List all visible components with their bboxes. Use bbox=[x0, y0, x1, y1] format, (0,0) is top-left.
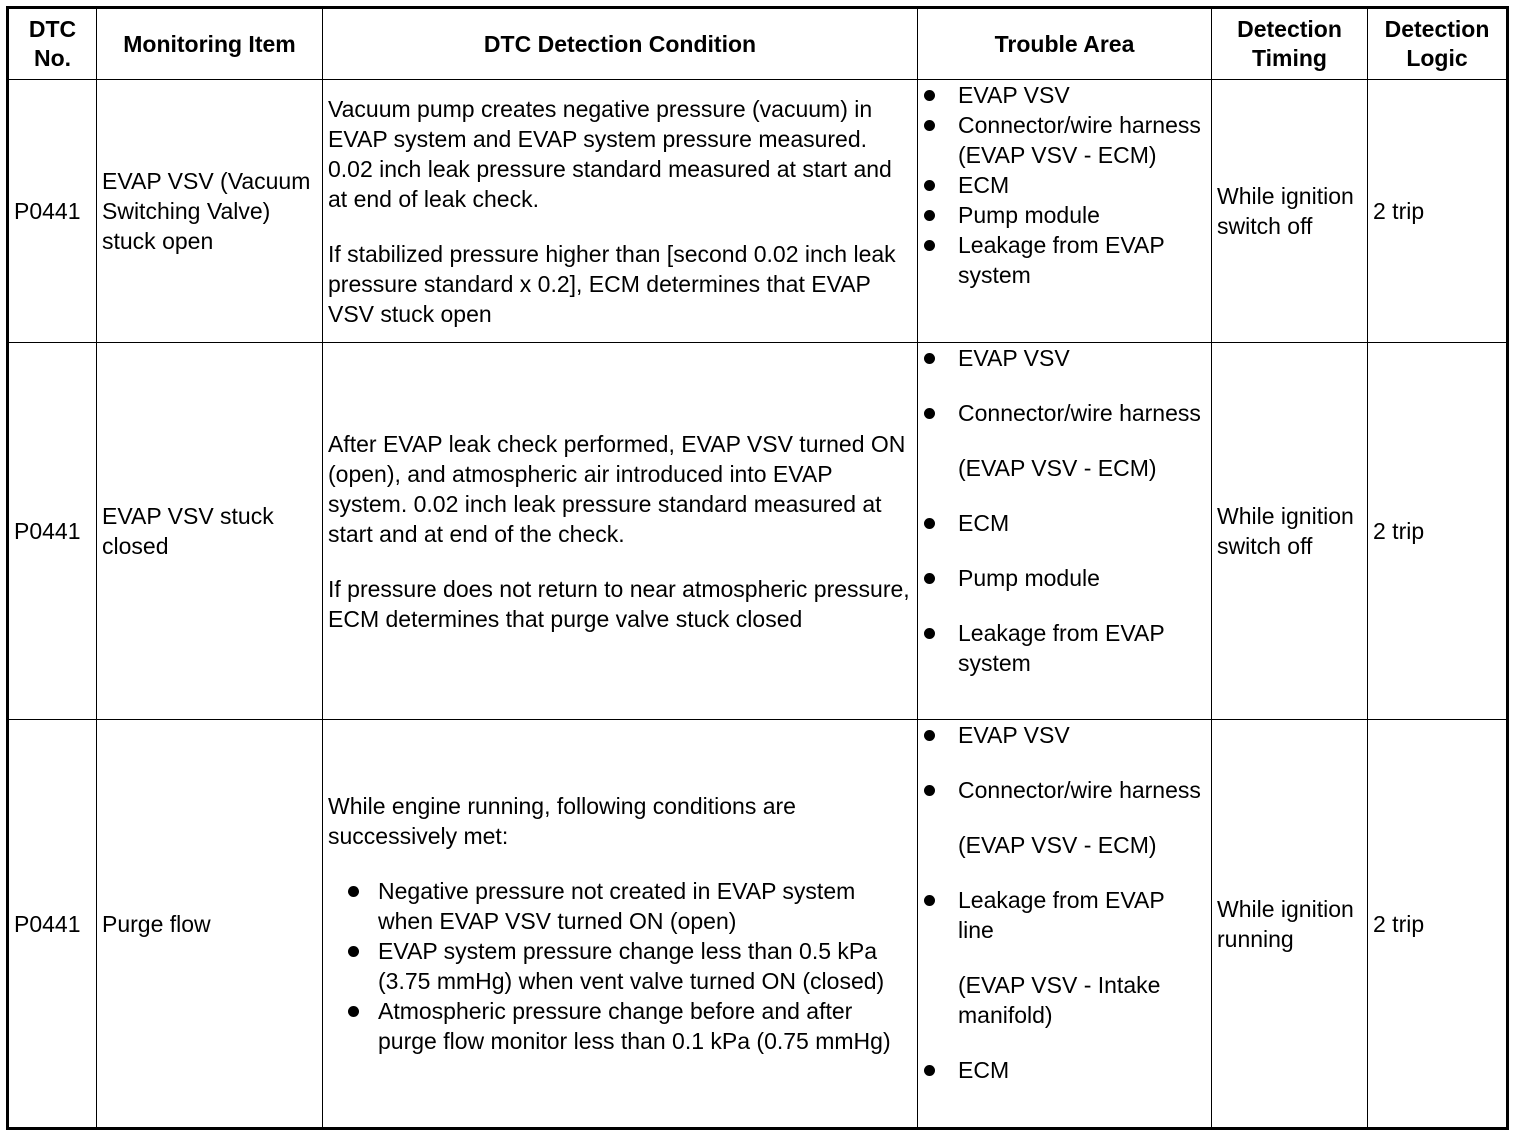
trouble-area-item: EVAP VSV bbox=[923, 80, 1206, 110]
detection-timing-cell: While ignition switch off bbox=[1212, 80, 1368, 343]
trouble-area-list bbox=[923, 343, 1206, 428]
trouble-area-cell bbox=[918, 343, 1212, 720]
condition-paragraph: If stabilized pressure higher than [second 0.02 inch leak pressure standard x 0.2], ECM determines that EVAP VSV stuck open bbox=[328, 240, 896, 327]
trouble-area-item: Leakage from EVAP system bbox=[923, 618, 1206, 678]
trouble-area-item: Leakage from EVAP line bbox=[923, 885, 1206, 945]
header-detection-condition: DTC Detection Condition bbox=[323, 8, 918, 80]
condition-intro: While engine running, following conditions are successively met: bbox=[328, 793, 796, 849]
trouble-area-item: EVAP VSV bbox=[923, 343, 1206, 373]
trouble-area-item-label: Connector/wire harness bbox=[958, 400, 1201, 426]
detection-logic-cell: 2 trip bbox=[1368, 343, 1508, 720]
header-trouble-area: Trouble Area bbox=[918, 8, 1212, 80]
header-dtc-no: DTC No. bbox=[8, 8, 97, 80]
condition-bullet-list bbox=[328, 876, 912, 1056]
detection-timing-cell: While ignition running bbox=[1212, 720, 1368, 1129]
dtc-code-cell: P0441 bbox=[8, 80, 97, 343]
condition-bullet-item: Atmospheric pressure change before and after purge flow monitor less than 0.1 kPa (0.75 mmHg) bbox=[346, 996, 912, 1056]
table-row bbox=[8, 720, 1508, 1129]
trouble-area-subnote: (EVAP VSV - ECM) bbox=[958, 832, 1157, 858]
header-row bbox=[8, 8, 1508, 80]
trouble-area-subnote: (EVAP VSV - Intake manifold) bbox=[958, 972, 1161, 1028]
table-row bbox=[8, 343, 1508, 720]
detection-condition-cell bbox=[323, 720, 918, 1129]
condition-bullet-item: EVAP system pressure change less than 0.5 kPa (3.75 mmHg) when vent valve turned ON (closed) bbox=[346, 936, 912, 996]
trouble-area-list bbox=[923, 1055, 1206, 1085]
header-detection-logic: Detection Logic bbox=[1368, 8, 1508, 80]
dtc-table bbox=[6, 6, 1509, 1130]
dtc-code-cell: P0441 bbox=[8, 343, 97, 720]
table-row bbox=[8, 80, 1508, 343]
trouble-area-list bbox=[923, 508, 1206, 678]
monitoring-item-cell: EVAP VSV stuck closed bbox=[97, 343, 323, 720]
trouble-area-item: EVAP VSV bbox=[923, 720, 1206, 750]
monitoring-item-cell: EVAP VSV (Vacuum Switching Valve) stuck open bbox=[97, 80, 323, 343]
trouble-area-item: Connector/wire harness bbox=[923, 775, 1206, 805]
condition-paragraph: If pressure does not return to near atmospheric pressure, ECM determines that purge valve stuck closed bbox=[328, 575, 910, 632]
header-monitoring-item: Monitoring Item bbox=[97, 8, 323, 80]
trouble-area-item: Pump module bbox=[923, 563, 1206, 593]
trouble-area-list bbox=[923, 720, 1206, 805]
trouble-area-item: ECM bbox=[923, 1055, 1206, 1085]
dtc-code-cell: P0441 bbox=[8, 720, 97, 1129]
trouble-area-item: ECM bbox=[923, 508, 1206, 538]
trouble-area-list bbox=[923, 885, 1206, 945]
trouble-area-item: Pump module bbox=[923, 200, 1206, 230]
condition-paragraph: After EVAP leak check performed, EVAP VSV turned ON (open), and atmospheric air introduced into EVAP system. 0.02 inch leak pressure standard measured at start and at end of the check. bbox=[328, 430, 906, 547]
detection-logic-cell: 2 trip bbox=[1368, 80, 1508, 343]
trouble-area-item bbox=[923, 398, 1206, 428]
detection-condition-cell bbox=[323, 343, 918, 720]
detection-condition-cell bbox=[323, 80, 918, 343]
detection-timing-cell: While ignition switch off bbox=[1212, 343, 1368, 720]
trouble-area-item: Connector/wire harness (EVAP VSV - ECM) bbox=[923, 110, 1206, 170]
detection-logic-cell: 2 trip bbox=[1368, 720, 1508, 1129]
trouble-area-list bbox=[923, 80, 1206, 290]
condition-paragraph: Vacuum pump creates negative pressure (vacuum) in EVAP system and EVAP system pressure measured. 0.02 inch leak pressure standard measured at start and at end of leak check. bbox=[328, 95, 892, 212]
monitoring-item-cell: Purge flow bbox=[97, 720, 323, 1129]
trouble-area-cell bbox=[918, 80, 1212, 343]
trouble-area-subnote: (EVAP VSV - ECM) bbox=[958, 455, 1157, 481]
trouble-area-item: Leakage from EVAP system bbox=[923, 230, 1206, 290]
header-detection-timing: Detection Timing bbox=[1212, 8, 1368, 80]
trouble-area-cell bbox=[918, 720, 1212, 1129]
condition-bullet-item: Negative pressure not created in EVAP system when EVAP VSV turned ON (open) bbox=[346, 876, 912, 936]
trouble-area-item: ECM bbox=[923, 170, 1206, 200]
